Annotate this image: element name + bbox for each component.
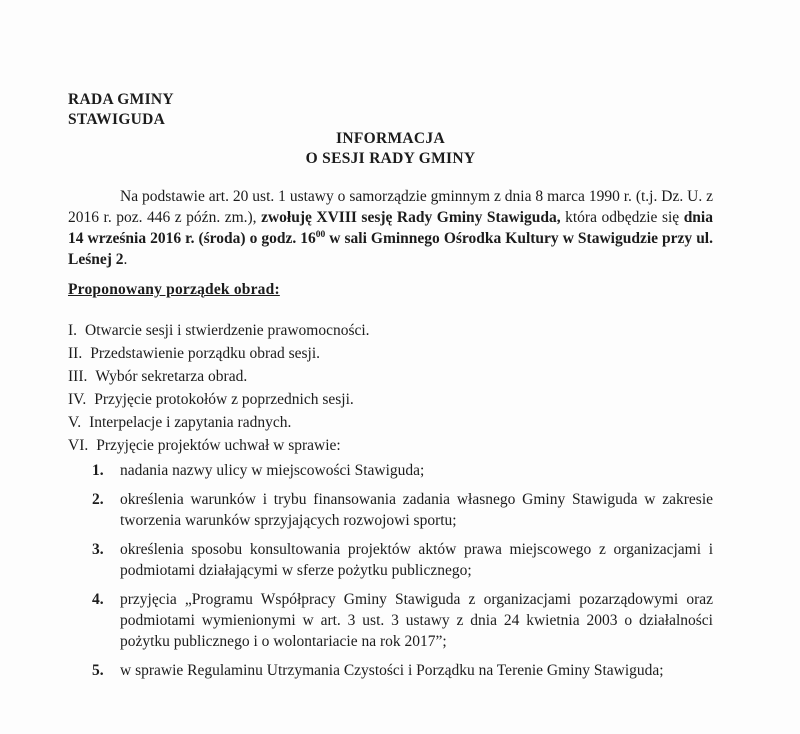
agenda-item-2-number: II. [68,345,83,362]
intro-date-time: dnia 14 września 2016 r. (środa) o godz. 16 [68,209,713,247]
intro-paragraph [68,186,713,270]
document-title-line-1: INFORMACJA [336,130,445,147]
resolution-item-1-text: nadania nazwy ulicy w miejscowości Stawiguda; [120,462,425,479]
document-content [68,90,713,689]
resolution-item-5-number: 5. [92,662,104,679]
resolution-item-4-number: 4. [92,591,104,608]
resolution-item-1 [68,460,713,481]
resolution-item-3-text: określenia sposobu konsultowania projektów aktów prawa miejscowego z organizacjami i podmiotami działającymi w sferze pożytku publicznego; [120,541,713,579]
agenda-item-2-text: Przedstawienie porządku obrad sesji. [90,345,321,362]
resolution-item-3 [68,539,713,581]
resolution-item-2 [68,489,713,531]
agenda-item-4-number: IV. [68,391,87,408]
agenda-item-2 [68,342,713,365]
sender-line-2: STAWIGUDA [68,110,166,128]
agenda-item-3 [68,365,713,388]
intro-connector: która odbędzie się [560,209,684,226]
document-title-line-2: O SESJI RADY GMINY [305,149,476,167]
resolution-item-3-number: 3. [92,541,104,558]
agenda-item-5-text: Interpelacje i zapytania radnych. [89,414,292,431]
intro-hour-superscript: 00 [315,229,326,240]
agenda-item-1 [68,319,713,342]
intro-location: w sali Gminnego Ośrodka Kultury w Stawigudzie przy ul. Leśnej 2 [68,230,713,268]
sender-block [68,90,713,129]
resolution-item-2-number: 2. [92,491,104,508]
agenda-item-4 [68,388,713,411]
sender-line-1: RADA GMINY [68,91,174,108]
intro-session-call: zwołuję XVIII sesję Rady Gminy Stawiguda, [261,209,561,226]
agenda-heading: Proponowany porządek obrad: [68,281,280,298]
resolution-item-1-number: 1. [92,462,104,479]
agenda-item-5-number: V. [68,414,82,431]
resolution-item-5-text: w sprawie Regulaminu Utrzymania Czystości i Porządku na Terenie Gminy Stawiguda; [120,662,664,679]
resolution-item-4-text: przyjęcia „Programu Współpracy Gminy Stawiguda z organizacjami pozarządowymi oraz podmiotami wymienionymi w art. 3 ust. 3 ustawy z dnia 24 kwietnia 2003 o działalności pożytku publicznego i o wolontariacie na rok 2017”; [120,591,713,650]
agenda-item-4-text: Przyjęcie protokołów z poprzednich sesji. [94,391,354,408]
agenda-item-1-text: Otwarcie sesji i stwierdzenie prawomocności. [85,322,370,339]
agenda-roman-list [68,319,713,457]
agenda-item-6 [68,434,713,457]
resolutions-list [68,460,713,681]
agenda-item-3-number: III. [68,368,88,385]
document-title [68,129,713,168]
agenda-item-6-number: VI. [68,437,89,454]
intro-period: . [123,251,128,268]
resolution-item-2-text: określenia warunków i trybu finansowania zadania własnego Gminy Stawiguda w zakresie tworzenia warunków sprzyjających rozwojowi sportu; [120,491,713,529]
agenda-item-1-number: I. [68,322,78,339]
resolution-item-5 [68,660,713,681]
agenda-item-6-text: Przyjęcie projektów uchwał w sprawie: [96,437,341,454]
intro-legal-basis: Na podstawie art. 20 ust. 1 ustawy o samorządzie gminnym z dnia 8 marca 1990 r. (t.j. Dz. U. z 2016 r. poz. 446 z późn. zm.), [68,188,713,226]
agenda-item-5 [68,411,713,434]
agenda-item-3-text: Wybór sekretarza obrad. [95,368,248,385]
resolution-item-4 [68,589,713,652]
